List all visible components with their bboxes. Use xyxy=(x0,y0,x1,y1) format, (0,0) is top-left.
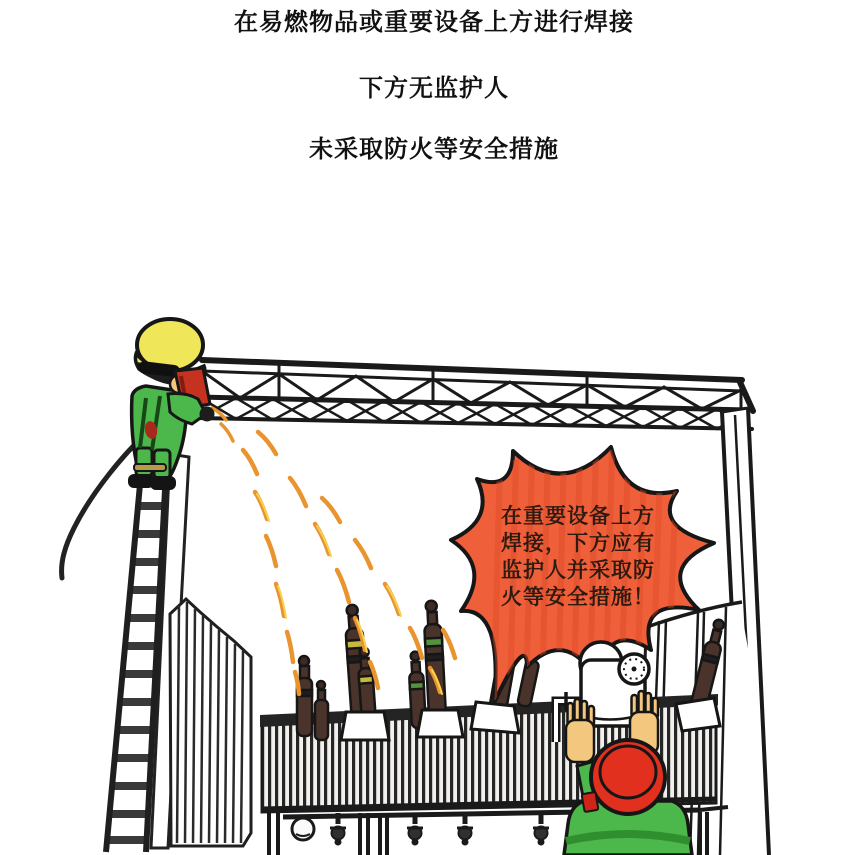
shoulder-tag xyxy=(582,792,599,812)
red-helmet xyxy=(591,740,665,814)
caption-line-3: 未采取防火等安全措施 xyxy=(309,136,559,163)
bubble-text-line-1: 在重要设备上方 xyxy=(501,505,655,528)
bubble-text-line-4: 火等安全措施！ xyxy=(501,586,655,609)
gantry-truss xyxy=(197,360,753,429)
welder-boot xyxy=(150,476,176,490)
bushing xyxy=(423,600,446,716)
welder-glove xyxy=(200,407,215,422)
corrugated-panel xyxy=(170,599,251,846)
welding-sparks xyxy=(212,408,455,694)
caption-line-2: 下方无监护人 xyxy=(359,75,509,102)
caption-line-1: 在易燃物品或重要设备上方进行焊接 xyxy=(234,9,634,36)
bubble-text-line-3: 监护人并采取防 xyxy=(501,559,655,582)
bubble-text-line-2: 焊接，下方应有 xyxy=(501,532,655,555)
left-hand xyxy=(566,699,594,762)
welder-figure xyxy=(128,319,215,490)
bushing xyxy=(315,681,328,740)
